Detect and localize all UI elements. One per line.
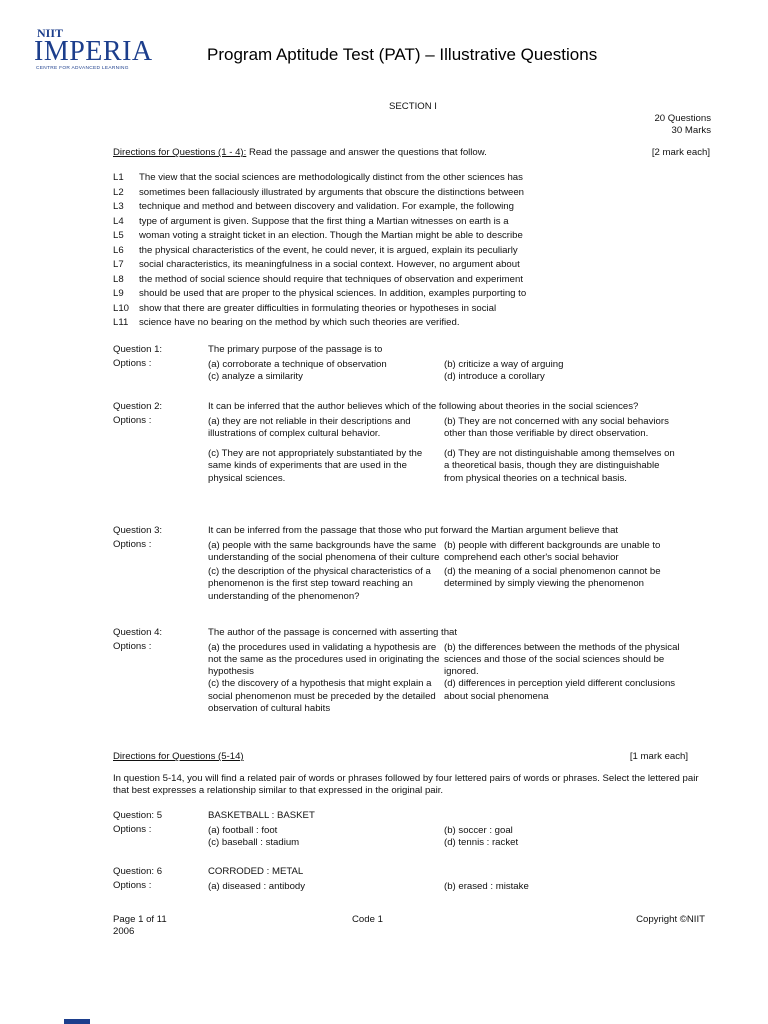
question-5	[113, 810, 688, 849]
question-label: Question 2:	[113, 401, 163, 412]
options-label: Options :	[113, 415, 152, 427]
option-d[interactable]: (d) They are not distinguishable among themselves on a theoretical basis, though they are distinguishable from physical theories on a technical basis.	[444, 448, 675, 484]
question-label: Question 4:	[113, 627, 163, 638]
option-d[interactable]: (d) the meaning of a social phenomenon cannot be determined by simply viewing the phenomenon	[444, 566, 661, 590]
line-number: L7	[113, 259, 124, 270]
directions-text: Read the passage and answer the questions that follow.	[246, 147, 487, 158]
option-b[interactable]: (b) erased : mistake	[444, 880, 529, 892]
option-a[interactable]: (a) corroborate a technique of observation	[208, 358, 387, 370]
footer-code: Code 1	[352, 914, 383, 925]
directions-5-14-text: In question 5-14, you will find a related pair of words or phrases followed by four lettered pairs of words or phrases. Select the lettered pair that best expresses a relationship similar to that expressed in the original pair.	[113, 773, 699, 797]
passage-line	[113, 230, 673, 245]
next-page-logo-fragment	[64, 1019, 90, 1024]
option-b[interactable]: (b) the differences between the methods of the physical sciences and those of the social sciences should be ignored.	[444, 641, 680, 678]
line-number: L11	[113, 317, 129, 328]
passage-line	[113, 201, 673, 216]
question-2	[113, 401, 688, 485]
option-b[interactable]: (b) criticize a way of arguing	[444, 358, 564, 370]
line-number: L9	[113, 288, 124, 299]
line-text: woman voting a straight ticket in an election. Though the Martian might be able to describe	[139, 230, 523, 241]
line-text: should be used that are proper to the physical sciences. In addition, examples purporting to	[139, 288, 527, 299]
option-b[interactable]: (b) people with different backgrounds are unable to comprehend each other's social behavior	[444, 539, 661, 563]
options-label: Options :	[113, 539, 152, 551]
option-a[interactable]: (a) diseased : antibody	[208, 880, 306, 892]
passage-line	[113, 245, 673, 260]
option-a[interactable]: (a) football : foot	[208, 824, 278, 836]
question-label: Question 1:	[113, 344, 163, 355]
line-text: technique and method and between discovery and validation. For example, the following	[139, 201, 514, 212]
directions-label: Directions for Questions (1 - 4):	[113, 147, 247, 158]
question-label: Question: 6	[113, 866, 163, 877]
section-label: SECTION I	[389, 101, 437, 112]
question-text: It can be inferred from the passage that those who put forward the Martian argument believe that	[208, 525, 619, 536]
logo-imperia-text: IMPERIA	[34, 36, 153, 67]
line-number: L10	[113, 302, 130, 314]
line-text: the physical characteristics of the event, he could never, it is argued, explain its peculiarly	[139, 244, 518, 256]
options-label: Options :	[113, 880, 152, 892]
page-footer	[113, 914, 705, 939]
options-label: Options :	[113, 641, 152, 653]
line-number: L3	[113, 201, 124, 212]
question-count: 20 Questions	[654, 113, 711, 124]
question-text: BASKETBALL : BASKET	[208, 810, 315, 821]
line-text: sometimes been fallaciously illustrated by arguments that obscure the distinctions between	[139, 186, 525, 198]
directions-1-4	[113, 147, 710, 159]
question-3	[113, 525, 688, 603]
options-label: Options :	[113, 358, 152, 370]
passage-line	[113, 172, 673, 187]
option-a[interactable]: (a) people with the same backgrounds have the same understanding of the social phenomena of their culture	[208, 539, 440, 563]
line-text: type of argument is given. Suppose that the first thing a Martian witnesses on earth is a	[139, 215, 509, 227]
option-c[interactable]: (c) They are not appropriately substantiated by the same kinds of experiments that are used in the physical sciences.	[208, 448, 423, 484]
line-number: L5	[113, 230, 124, 241]
line-text: show that there are greater difficulties in formulating theories or hypotheses in social	[139, 302, 497, 314]
line-number: L8	[113, 273, 124, 285]
directions-label: Directions for Questions (5-14)	[113, 751, 244, 762]
question-label: Question: 5	[113, 810, 163, 821]
footer-year: 2006	[113, 926, 135, 938]
footer-copyright: Copyright ©NIIT	[636, 914, 705, 925]
passage-line	[113, 317, 673, 332]
line-number: L2	[113, 186, 124, 198]
logo-tagline: CENTRE FOR ADVANCED LEARNING	[36, 66, 129, 71]
section-meta	[654, 113, 711, 138]
page-number: Page 1 of 11	[113, 914, 167, 925]
option-d[interactable]: (d) differences in perception yield different conclusions about social phenomena	[444, 678, 676, 702]
option-d[interactable]: (d) introduce a corollary	[444, 370, 545, 382]
question-text: The author of the passage is concerned with asserting that	[208, 627, 458, 638]
option-c[interactable]: (c) analyze a similarity	[208, 370, 303, 382]
directions-marks: [2 mark each]	[651, 147, 710, 158]
question-label: Question 3:	[113, 525, 163, 536]
line-text: social characteristics, its meaningfulness in a social context. However, no argument about	[139, 259, 520, 270]
line-number: L6	[113, 244, 124, 256]
passage-line	[113, 303, 673, 318]
line-text: the method of social science should require that techniques of observation and experiment	[139, 273, 523, 285]
directions-marks: [1 mark each]	[629, 751, 688, 762]
option-b[interactable]: (b) soccer : goal	[444, 824, 513, 836]
option-a[interactable]: (a) the procedures used in validating a hypothesis are not the same as the procedures used in originating the hypothesis	[208, 641, 440, 678]
question-4	[113, 627, 688, 715]
line-text: The view that the social sciences are methodologically distinct from the other sciences has	[139, 172, 523, 183]
question-1	[113, 344, 688, 383]
option-b[interactable]: (b) They are not concerned with any social behaviors other than those verifiable by direct observation.	[444, 415, 669, 439]
passage-line	[113, 288, 673, 303]
passage-line	[113, 274, 673, 289]
passage-line	[113, 216, 673, 231]
question-6	[113, 866, 688, 893]
marks-count: 30 Marks	[671, 125, 711, 137]
question-text: It can be inferred that the author believes which of the following about theories in the social sciences?	[208, 401, 639, 412]
question-text: CORRODED : METAL	[208, 866, 304, 877]
line-text: science have no bearing on the method by which such theories are verified.	[139, 317, 460, 328]
option-d[interactable]: (d) tennis : racket	[444, 836, 519, 848]
page-title: Program Aptitude Test (PAT) – Illustrative Questions	[207, 45, 598, 64]
option-c[interactable]: (c) the discovery of a hypothesis that might explain a social phenomenon must be preceded by the detailed observation of cultural habits	[208, 678, 436, 714]
line-number: L1	[113, 172, 124, 183]
directions-5-14	[113, 751, 688, 763]
passage-line	[113, 259, 673, 274]
option-c[interactable]: (c) the description of the physical characteristics of a phenomenon is the first step toward reaching an understanding of the phenomenon?	[208, 566, 431, 602]
logo-niit-text: NIIT	[37, 26, 64, 40]
question-text: The primary purpose of the passage is to	[208, 344, 383, 355]
passage	[113, 172, 673, 332]
niit-imperia-logo	[34, 26, 168, 74]
line-number: L4	[113, 215, 124, 227]
option-a[interactable]: (a) they are not reliable in their descriptions and illustrations of complex cultural behavior.	[208, 415, 411, 439]
option-c[interactable]: (c) baseball : stadium	[208, 836, 300, 848]
passage-line	[113, 187, 673, 202]
options-label: Options :	[113, 824, 152, 836]
